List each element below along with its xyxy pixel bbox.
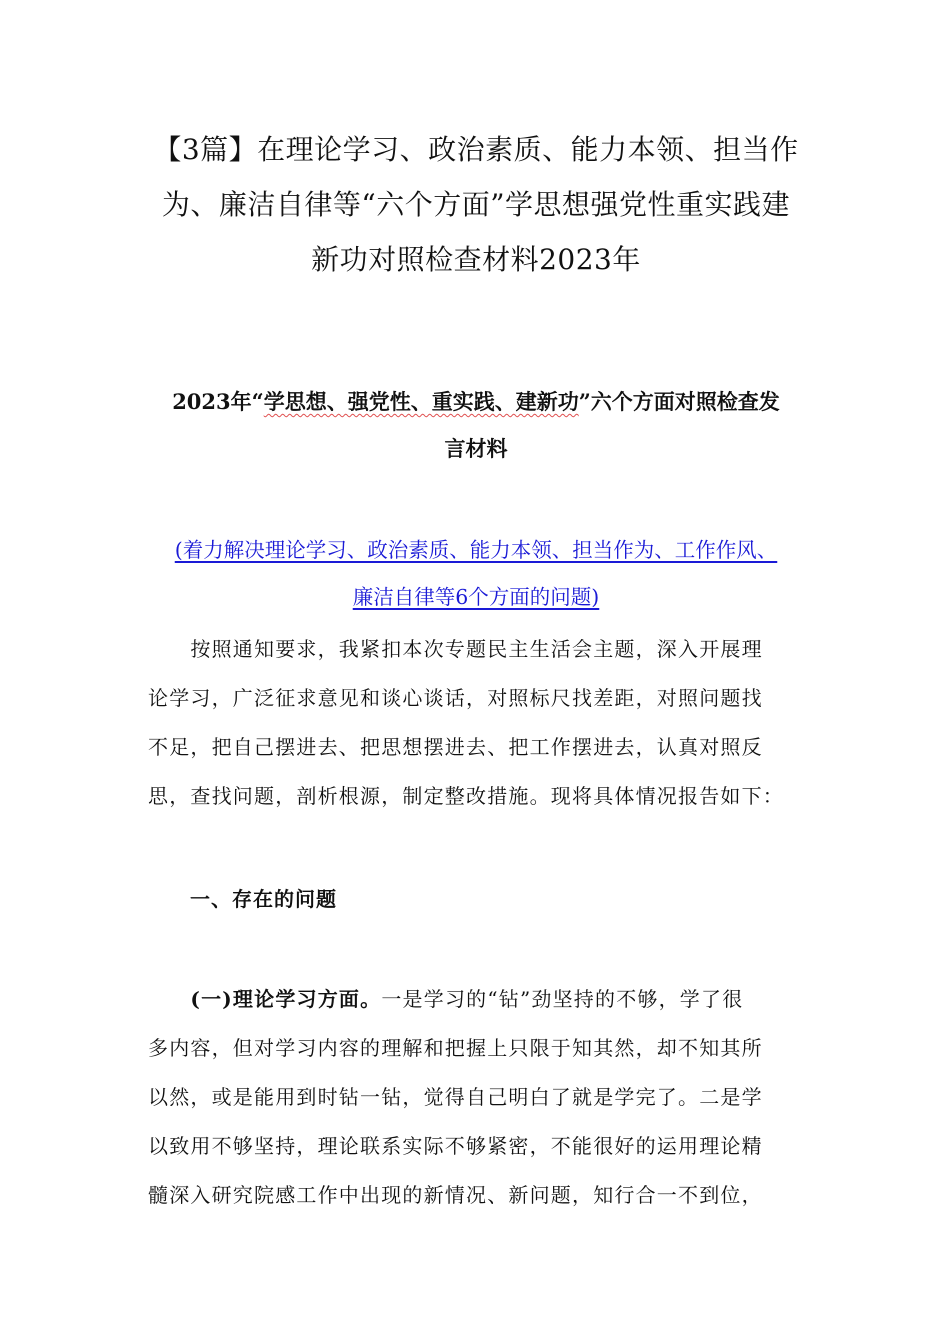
item-first-line-text: 一是学习的“钻”劲坚持的不够，学了很 — [381, 987, 744, 1011]
document-title — [150, 122, 802, 287]
subtitle-prefix: 2023年“ — [172, 389, 264, 414]
intro-line: 不足，把自己摆进去、把思想摆进去、把工作摆进去，认真对照反 — [148, 735, 763, 759]
title-line-3: 新功对照检查材料2023年 — [311, 243, 641, 276]
intro-paragraph — [148, 625, 808, 821]
subtitle-wavy-text: 学思想、强党性、重实践、建新功 — [263, 389, 579, 414]
item-line: 以然，或是能用到时钻一钻，觉得自己明白了就是学完了。二是学 — [148, 1085, 763, 1109]
hyperlink-note[interactable] — [146, 527, 806, 621]
link-line-1[interactable]: (着力解决理论学习、政治素质、能力本领、担当作为、工作作风、 — [174, 538, 778, 562]
subtitle-suffix: ”六个方面对照检查发 — [578, 389, 780, 414]
item-line — [148, 975, 808, 1024]
link-line-2[interactable]: 廉洁自律等6个方面的问题) — [352, 585, 600, 609]
intro-line: 思，查找问题，剖析根源，制定整改措施。现将具体情况报告如下： — [148, 784, 784, 808]
item-label: (一)理论学习方面。 — [190, 987, 382, 1011]
title-line-2: 为、廉洁自律等“六个方面”学思想强党性重实践建 — [161, 188, 791, 221]
item-paragraph — [148, 975, 808, 1220]
item-line: 以致用不够坚持，理论联系实际不够紧密，不能很好的运用理论精 — [148, 1134, 763, 1158]
subtitle-line-2: 言材料 — [444, 436, 508, 461]
item-line: 多内容，但对学习内容的理解和把握上只限于知其然，却不知其所 — [148, 1036, 763, 1060]
intro-line: 论学习，广泛征求意见和谈心谈话，对照标尺找差距，对照问题找 — [148, 686, 763, 710]
document-subtitle — [150, 378, 802, 472]
title-line-1: 【3篇】在理论学习、政治素质、能力本领、担当作 — [153, 133, 799, 166]
item-line: 髓深入研究院感工作中出现的新情况、新问题，知行合一不到位， — [148, 1183, 763, 1207]
intro-line: 按照通知要求，我紧扣本次专题民主生活会主题，深入开展理 — [148, 637, 763, 661]
subtitle-line-1 — [150, 378, 802, 425]
section-heading: 一、存在的问题 — [190, 887, 337, 911]
